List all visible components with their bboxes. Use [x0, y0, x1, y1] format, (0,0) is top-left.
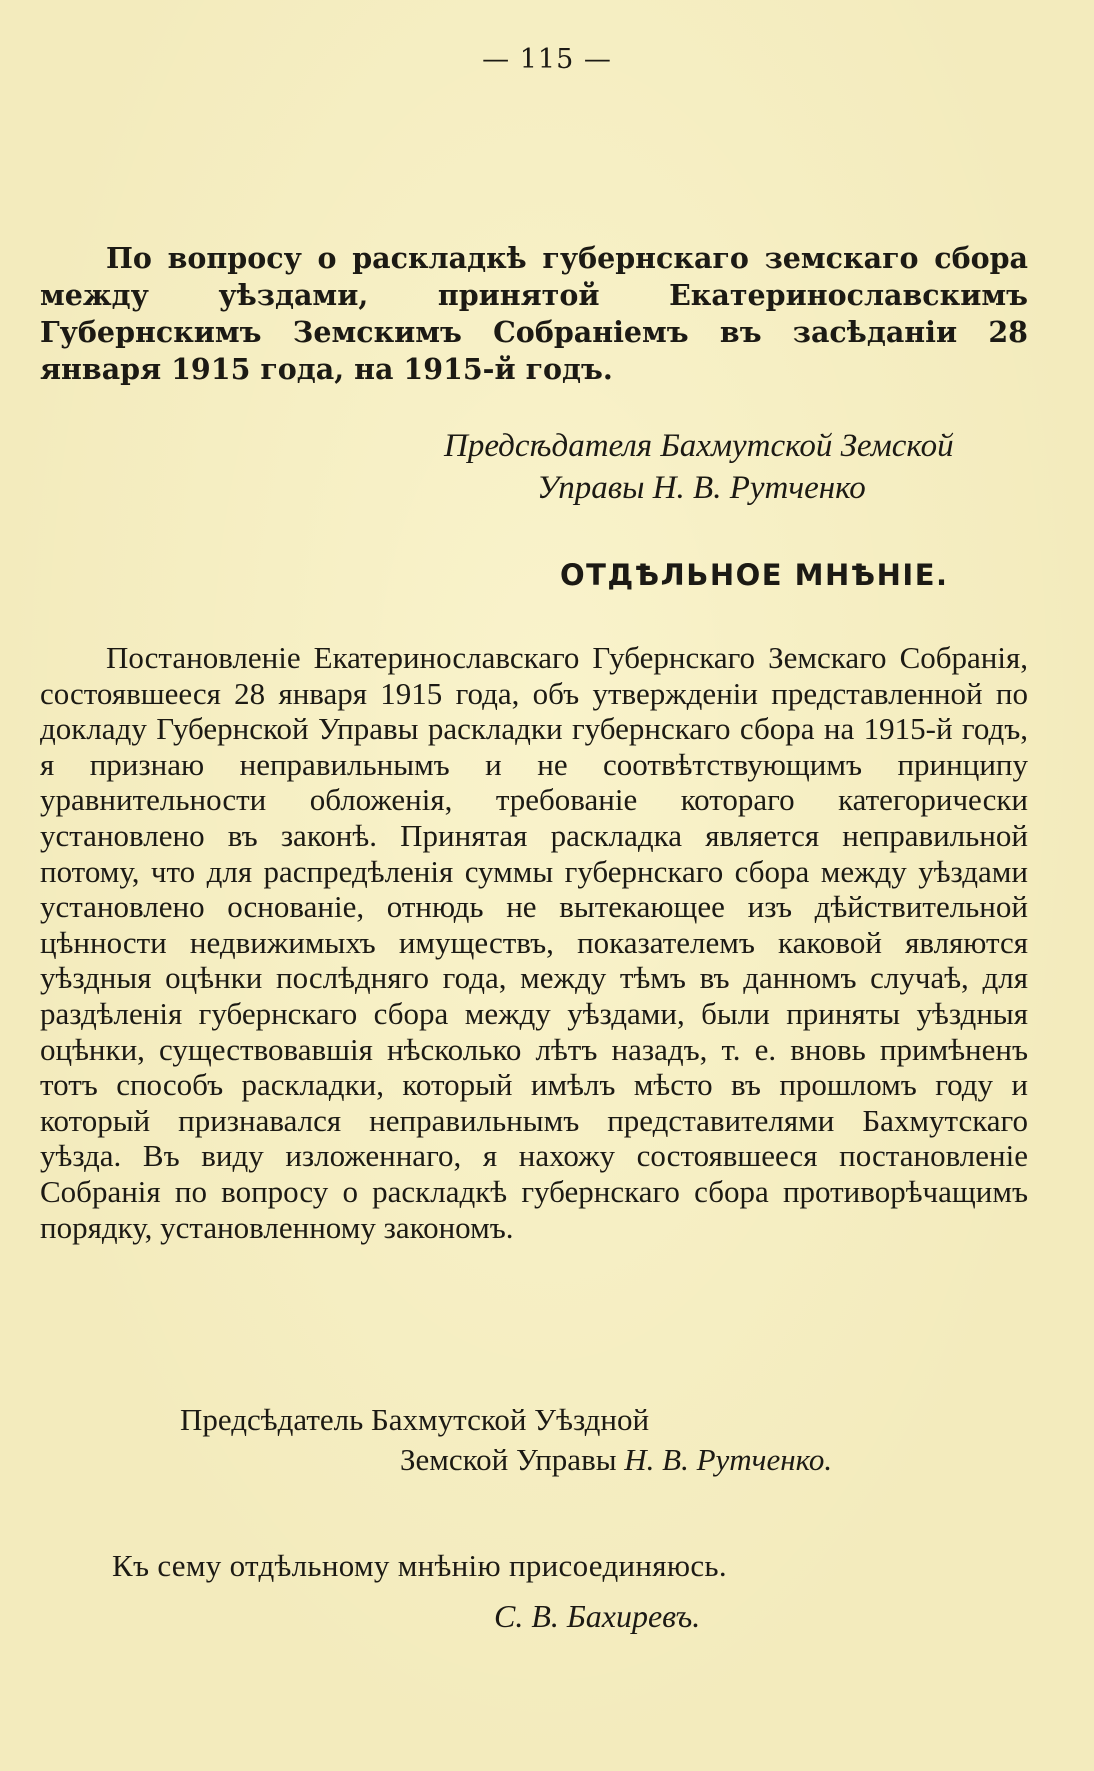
signature-name: Н. В. Рутченко. — [624, 1442, 833, 1477]
author-line-2: Управы Н. В. Рутченко — [537, 470, 866, 506]
signature-prefix: Земской Управы — [400, 1442, 625, 1477]
opinion-title: ОТДѢЛЬНОЕ МНѢНІЕ. — [560, 558, 949, 592]
author-line-1: Предсѣдателя Бахмутской Земской — [444, 428, 954, 464]
opinion-body: Постановленіе Екатеринославскаго Губернскаго Земскаго Собранія, состоявшееся 28 января 1915 года, объ утвержденіи представленной по докладу Губернской Управы раскладки губернскаго сбора на 1915-й годъ, я признаю неправильнымъ и не соотвѣтствующимъ принципу уравнительности обложенія, требованіе котораго категорически установлено въ законѣ. Принятая раскладка является неправильной потому, что для распредѣленія суммы губернскаго сбора между уѣздами установлено основаніе, отнюдь не вытекающее изъ дѣйствительной цѣнности недвижимыхъ имуществъ, показателемъ каковой являются уѣздныя оцѣнки послѣдняго года, между тѣмъ въ данномъ случаѣ, для раздѣленія губернскаго сбора между уѣздами, были приняты уѣздныя оцѣнки, существовавшія нѣсколько лѣтъ назадъ, т. е. вновь примѣненъ тотъ способъ раскладки, который имѣлъ мѣсто въ прошломъ году и который признавался неправильнымъ представителями Бахмутскаго уѣзда. Въ виду изложеннаго, я нахожу состоявшееся постановленіе Собранія по вопросу о раскладкѣ губернскаго сбора противорѣчащимъ порядку, установленному закономъ. — [40, 640, 1028, 1245]
document-heading: По вопросу о раскладкѣ губернскаго земскаго сбора между уѣздами, принятой Екатеринославскимъ Губернскимъ Земскимъ Собраніемъ въ засѣданіи 28 января 1915 года, на 1915-й годъ. — [40, 241, 1028, 386]
signature-line-2 — [400, 1442, 832, 1478]
join-statement: Къ сему отдѣльному мнѣнію присоединяюсь. — [112, 1548, 727, 1583]
signature-line-1: Предсѣдатель Бахмутской Уѣздной — [180, 1402, 650, 1437]
join-signer: С. В. Бахиревъ. — [494, 1598, 701, 1634]
page-number: — 115 — — [482, 44, 612, 75]
